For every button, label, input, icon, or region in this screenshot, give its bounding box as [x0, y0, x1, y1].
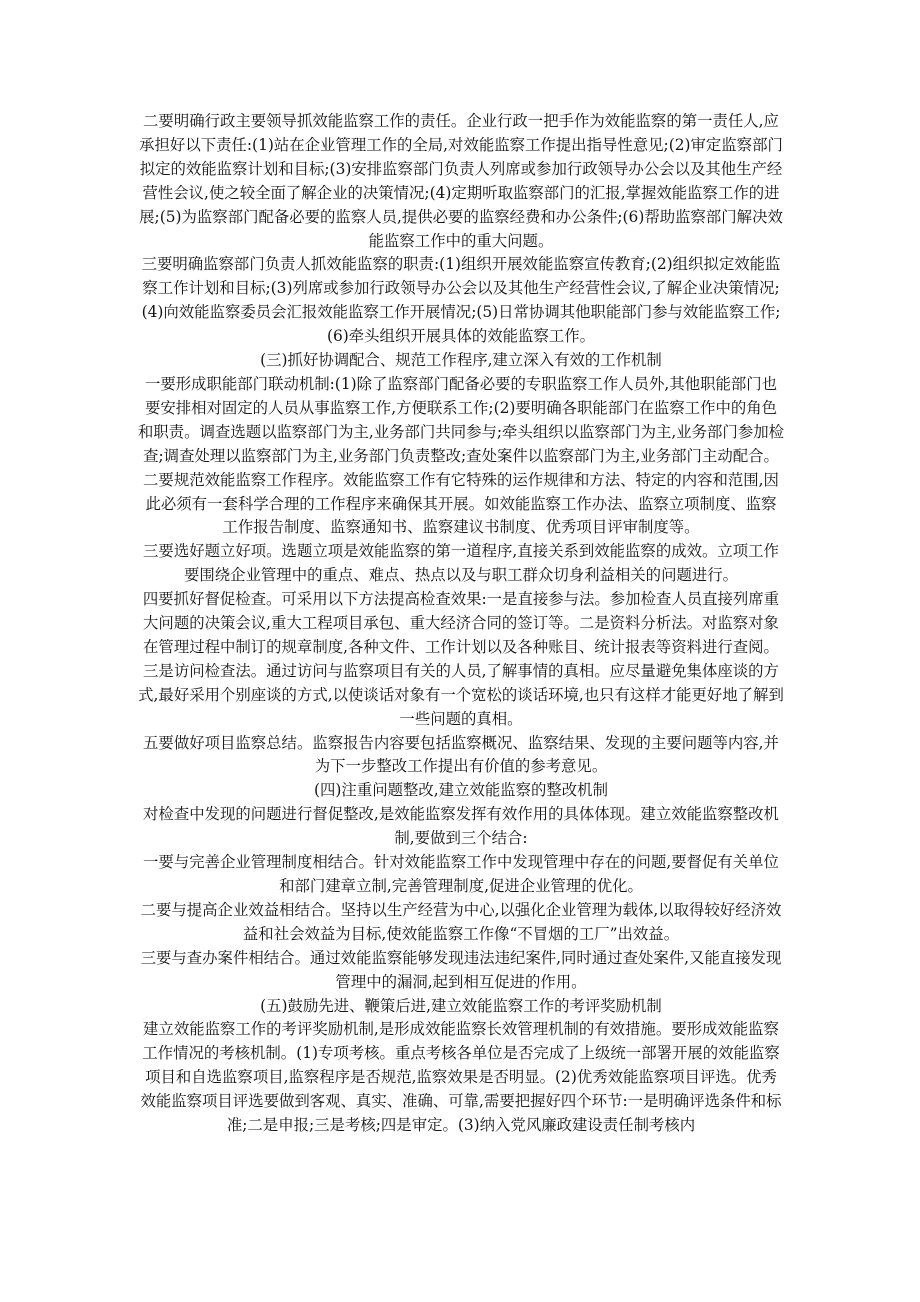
paragraph-rectification-intro: 对检查中发现的问题进行督促整改,是效能监察发挥有效作用的具体体现。建立效能监察整改机制,要做到三个结合: — [143, 805, 779, 848]
paragraph-work-procedure: 二要规范效能监察工作程序。效能监察工作有它特殊的运作规律和方法、特定的内容和范围,因此必须有一套科学合理的工作程序来确保其开展。如效能监察工作办法、监察立项制度、监察工作报告制度、监察通知书、监察建议书制度、优秀项目评审制度等。 — [143, 470, 779, 537]
section-heading-4: (四)注重问题整改,建立效能监察的整改机制 — [314, 781, 608, 800]
paragraph-benefits: 二要与提高企业效益相结合。坚持以生产经营为中心,以强化企业管理为载体,以取得较好经济效益和社会效益为目标,使效能监察工作像“不冒烟的工厂”出效益。 — [140, 900, 782, 943]
section-heading-3: (三)抓好协调配合、规范工作程序,建立深入有效的工作机制 — [260, 351, 662, 370]
document-body — [138, 110, 784, 1138]
paragraph-summary: 五要做好项目监察总结。监察报告内容要包括监察概况、监察结果、发现的主要问题等内容,并为下一步整改工作提出有价值的参考意见。 — [143, 733, 779, 776]
paragraph-supervision-duties: 三要明确监察部门负责人抓效能监察的职责:(1)组织开展效能监察宣传教育;(2)组织拟定效能监察工作计划和目标;(3)列席或参加行政领导办公会以及其他生产经营性会议,了解企业决策情况;(4)向效能监察委员会汇报效能监察工作开展情况;(5)日常协调其他职能部门参与效能监察工作;(6)牵头组织开展具体的效能监察工作。 — [141, 255, 781, 346]
paragraph-case-handling: 三要与查办案件相结合。通过效能监察能够发现违法违纪案件,同时通过查处案件,又能直接发现管理中的漏洞,起到相互促进的作用。 — [140, 948, 782, 991]
paragraph-linkage-mechanism: 一要形成职能部门联动机制:(1)除了监察部门配备必要的专职监察工作人员外,其他职能部门也要安排相对固定的人员从事监察工作,方便联系工作;(2)要明确各职能部门在监察工作中的角色和职责。调查选题以监察部门为主,业务部门共同参与;牵头组织以监察部门为主,业务部门参加检查;调查处理以监察部门为主,业务部门负责整改;查处案件以监察部门为主,业务部门主动配合。 — [138, 374, 784, 465]
paragraph-evaluation-mechanism: 建立效能监察工作的考评奖励机制,是形成效能监察长效管理机制的有效措施。要形成效能监察工作情况的考核机制。(1)专项考核。重点考核各单位是否完成了上级统一部署开展的效能监察项目和自选监察项目,监察程序是否规范,监察效果是否明显。(2)优秀效能监察项目评选。优秀效能监察项目评选要做到客观、真实、准确、可靠,需要把握好四个环节:一是明确评选条件和标准;二是申报;三是考核;四是审定。(3)纳入党风廉政建设责任制考核内 — [140, 1020, 782, 1135]
paragraph-leadership-responsibility: 二要明确行政主要领导抓效能监察工作的责任。企业行政一把手作为效能监察的第一责任人,应承担好以下责任:(1)站在企业管理工作的全局,对效能监察工作提出指导性意见;(2)审定监察部门拟定的效能监察计划和目标;(3)安排监察部门负责人列席或参加行政领导办公会以及其他生产经营性会议,使之较全面了解企业的决策情况;(4)定期听取监察部门的汇报,掌握效能监察工作的进展;(5)为监察部门配备必要的监察人员,提供必要的监察经费和办公条件;(6)帮助监察部门解决效能监察工作中的重大问题。 — [139, 112, 783, 250]
paragraph-topic-selection: 三要选好题立好项。选题立项是效能监察的第一道程序,直接关系到效能监察的成效。立项工作要围绕企业管理中的重点、难点、热点以及与职工群众切身利益相关的问题进行。 — [143, 542, 779, 585]
section-heading-5: (五)鼓励先进、鞭策后进,建立效能监察工作的考评奖励机制 — [260, 996, 662, 1015]
paragraph-inspection: 四要抓好督促检查。可采用以下方法提高检查效果:一是直接参与法。参加检查人员直接列席重大问题的决策会议,重大工程项目承包、重大经济合同的签订等。二是资料分析法。对监察对象在管理过程中制订的规章制度,各种文件、工作计划以及各种账目、统计报表等资料进行查阅。三是访问检查法。通过访问与监察项目有关的人员,了解事情的真相。应尽量避免集体座谈的方式,最好采用个别座谈的方式,以使谈话对象有一个宽松的谈话环境,也只有这样才能更好地了解到一些问题的真相。 — [138, 590, 784, 728]
paragraph-management-system: 一要与完善企业管理制度相结合。针对效能监察工作中发现管理中存在的问题,要督促有关单位和部门建章立制,完善管理制度,促进企业管理的优化。 — [143, 853, 779, 895]
